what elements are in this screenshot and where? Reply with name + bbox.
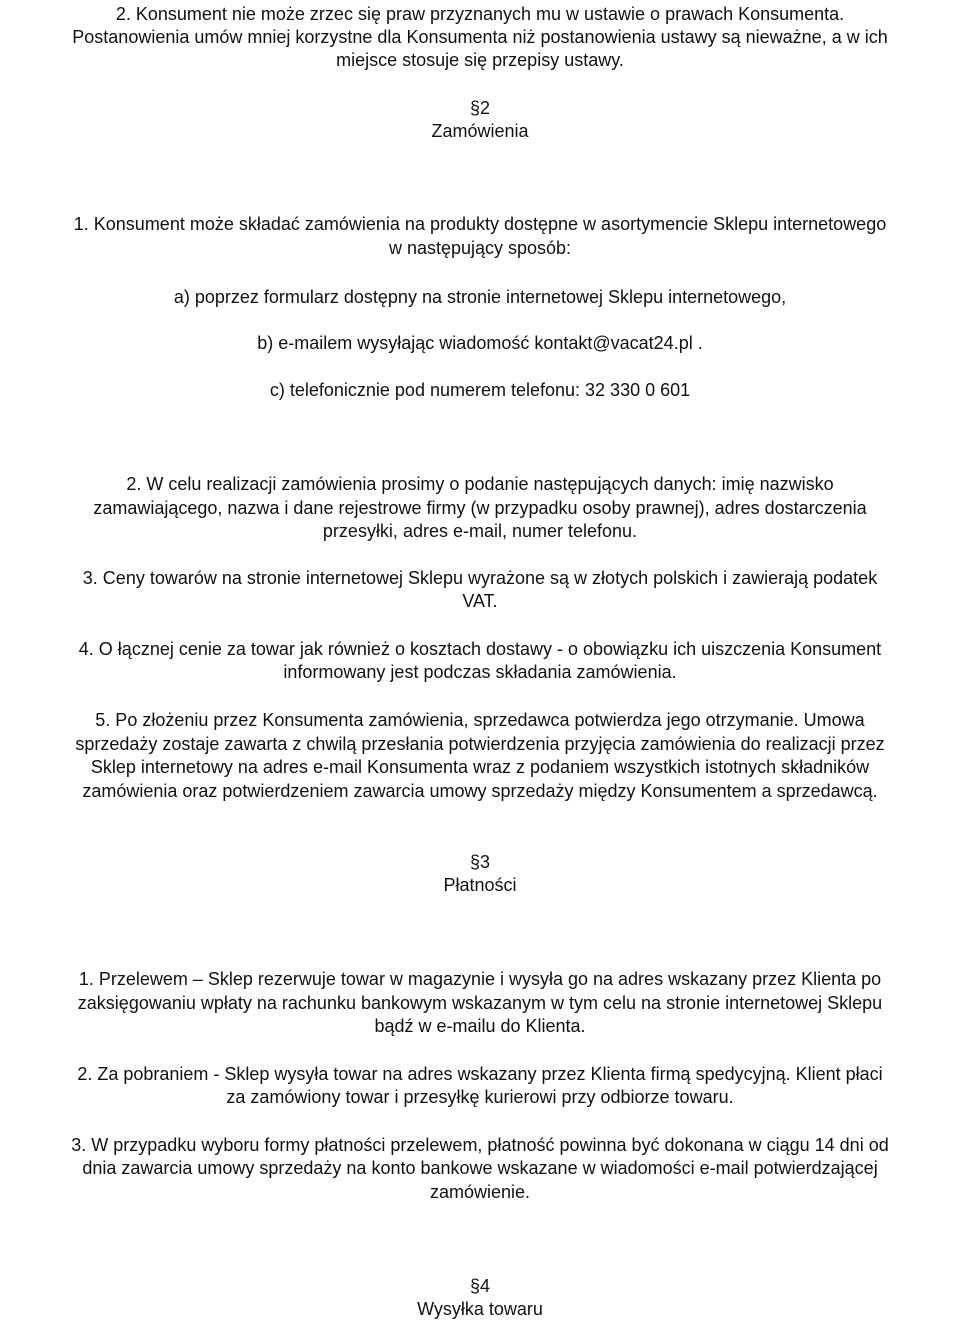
section-2-option-a: a) poprzez formularz dostępny na stronie internetowej Sklepu internetowego, (173, 287, 787, 307)
section-3-point-3-line-3: zamówienie. (429, 1182, 531, 1202)
section-2-point-4-line-2: informowany jest podczas składania zamówienia. (283, 662, 677, 682)
section-2-point-5-line-3: Sklep internetowy na adres e-mail Konsumenta wraz z podaniem wszystkich istotnych składników (90, 757, 870, 777)
intro-point-2-line-3: miejsce stosuje się przepisy ustawy. (336, 50, 624, 70)
section-3-point-3-line-2: dnia zawarcia umowy sprzedaży na konto bankowe wskazane w wiadomości e-mail potwierdzającej (82, 1158, 878, 1178)
section-3-point-1-line-1: 1. Przelewem – Sklep rezerwuje towar w magazynie i wysyła go na adres wskazany przez Klienta po (78, 969, 882, 989)
section-2-point-2-line-3: przesyłki, adres e-mail, numer telefonu. (322, 521, 638, 541)
section-3-point-2-line-1: 2. Za pobraniem - Sklep wysyła towar na adres wskazany przez Klienta firmą spedycyjną. Klient płaci (77, 1064, 883, 1084)
section-2-point-5-line-1: 5. Po złożeniu przez Konsumenta zamówienia, sprzedawca potwierdza jego otrzymanie. Umowa (95, 710, 865, 730)
intro-point-2-line-1: 2. Konsument nie może zrzec się praw przyznanych mu w ustawie o prawach Konsumenta. (115, 4, 845, 24)
section-2-point-1-line-2: w następujący sposób: (388, 238, 572, 258)
section-2-point-5-line-4: zamówienia oraz potwierdzeniem zawarcia umowy sprzedaży między Konsumentem a sprzedawcą. (82, 781, 878, 801)
section-2-point-2-line-1: 2. W celu realizacji zamówienia prosimy o podanie następujących danych: imię nazwisko (126, 474, 834, 494)
section-2-option-c: c) telefonicznie pod numerem telefonu: 32 330 0 601 (269, 380, 691, 400)
section-4-number: §4 (469, 1276, 491, 1296)
section-3-point-2-line-2: za zamówiony towar i przesyłkę kurierowi przy odbiorze towaru. (226, 1087, 734, 1107)
section-2-number: §2 (469, 98, 491, 118)
section-4-title: Wysyłka towaru (417, 1299, 543, 1319)
section-2-point-2-line-2: zamawiającego, nazwa i dane rejestrowe firmy (w przypadku osoby prawnej), adres dostarczenia (93, 498, 867, 518)
section-3-point-3-line-1: 3. W przypadku wyboru formy płatności przelewem, płatność powinna być dokonana w ciągu 14 dni od (71, 1135, 889, 1155)
intro-point-2-line-2: Postanowienia umów mniej korzystne dla Konsumenta niż postanowienia ustawy są nieważne, a w ich (72, 27, 888, 47)
section-2-point-4-line-1: 4. O łącznej cenie za towar jak również o kosztach dostawy - o obowiązku ich uiszczenia Konsument (78, 639, 882, 659)
section-2-option-b: b) e-mailem wysyłając wiadomość kontakt@vacat24.pl . (257, 333, 703, 353)
section-2-title: Zamówienia (431, 121, 529, 141)
section-3-number: §3 (469, 852, 491, 872)
section-2-point-3-line-2: VAT. (462, 591, 498, 611)
section-3-title: Płatności (443, 875, 517, 895)
section-2-point-5-line-2: sprzedaży zostaje zawarta z chwilą przesłania potwierdzenia przyjęcia zamówienia do realizacji przez (75, 734, 885, 754)
section-3-point-1-line-3: bądź w e-mailu do Klienta. (374, 1016, 586, 1036)
section-2-point-1-line-1: 1. Konsument może składać zamówienia na produkty dostępne w asortymencie Sklepu internetowego (73, 214, 887, 234)
section-2-point-3-line-1: 3. Ceny towarów na stronie internetowej Sklepu wyrażone są w złotych polskich i zawierają podatek (82, 568, 878, 588)
section-3-point-1-line-2: zaksięgowaniu wpłaty na rachunku bankowym wskazanym w tym celu na stronie internetowej Sklepu (77, 993, 883, 1013)
